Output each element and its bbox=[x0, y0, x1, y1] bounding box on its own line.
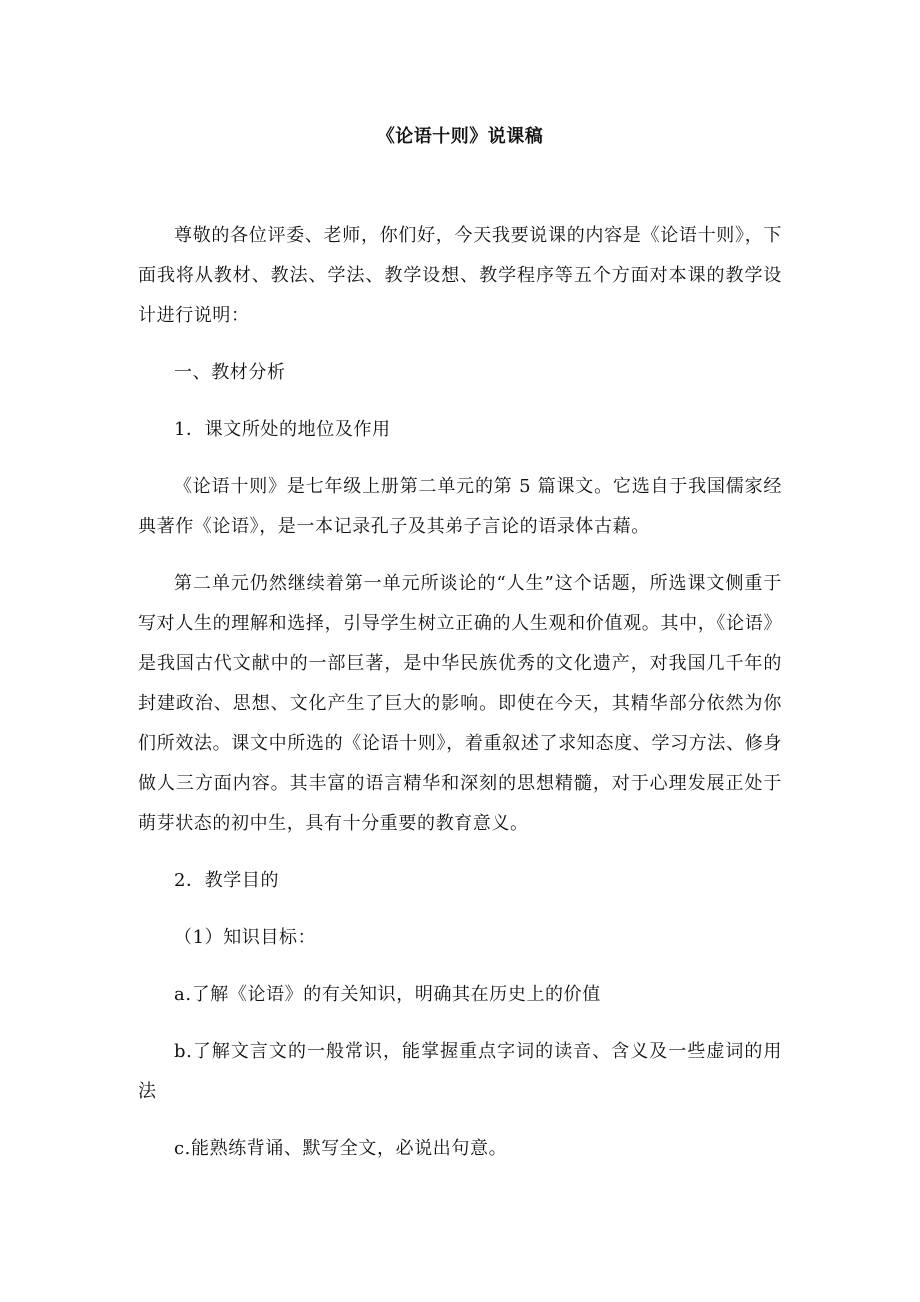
subheading-position-role: 1．课文所处的地位及作用 bbox=[174, 419, 391, 440]
section-heading-textbook-analysis: 一、教材分析 bbox=[174, 362, 286, 383]
document-title: 《论语十则》说课稿 bbox=[376, 126, 544, 147]
paragraph-unit-theme: 第二单元仍然继续着第一单元所谈论的“人生”这个话题，所选课文侧重于写对人生的理解和选择，引导学生树立正确的人生观和价值观。其中，《论语》是我国古代文献中的一部巨著，是中华民族优秀的文化遗产，对我国几千年的封建政治、思想、文化产生了巨大的影响。即使在今天，其精华部分依然为你们所效法。课文中所选的《论语十则》，着重叙述了求知态度、学习方法、修身做人三方面内容。其丰富的语言精华和深刻的思想精髓，对于心理发展正处于萌芽状态的初中生，具有十分重要的教育意义。 bbox=[138, 573, 782, 834]
paragraph-source: 《论语十则》是七年级上册第二单元的第 5 篇课文。它选自于我国儒家经典著作《论语》，是一本记录孔子及其弟子言论的语录体古藉。 bbox=[138, 476, 782, 537]
goal-item-b: b.了解文言文的一般常识，能掌握重点字词的读音、含义及一些虚词的用法 bbox=[138, 1041, 782, 1102]
intro-paragraph: 尊敬的各位评委、老师，你们好，今天我要说课的内容是《论语十则》，下面我将从教材、教法、学法、教学设想、教学程序等五个方面对本课的教学设计进行说明： bbox=[138, 225, 782, 326]
document-body bbox=[138, 216, 782, 1186]
subheading-knowledge-goals: （1）知识目标： bbox=[174, 927, 317, 948]
subheading-teaching-goals: 2．教学目的 bbox=[174, 870, 280, 891]
goal-item-c: c.能熟练背诵、默写全文，必说出句意。 bbox=[174, 1138, 508, 1159]
goal-item-a: a.了解《论语》的有关知识，明确其在历史上的价值 bbox=[174, 984, 601, 1005]
